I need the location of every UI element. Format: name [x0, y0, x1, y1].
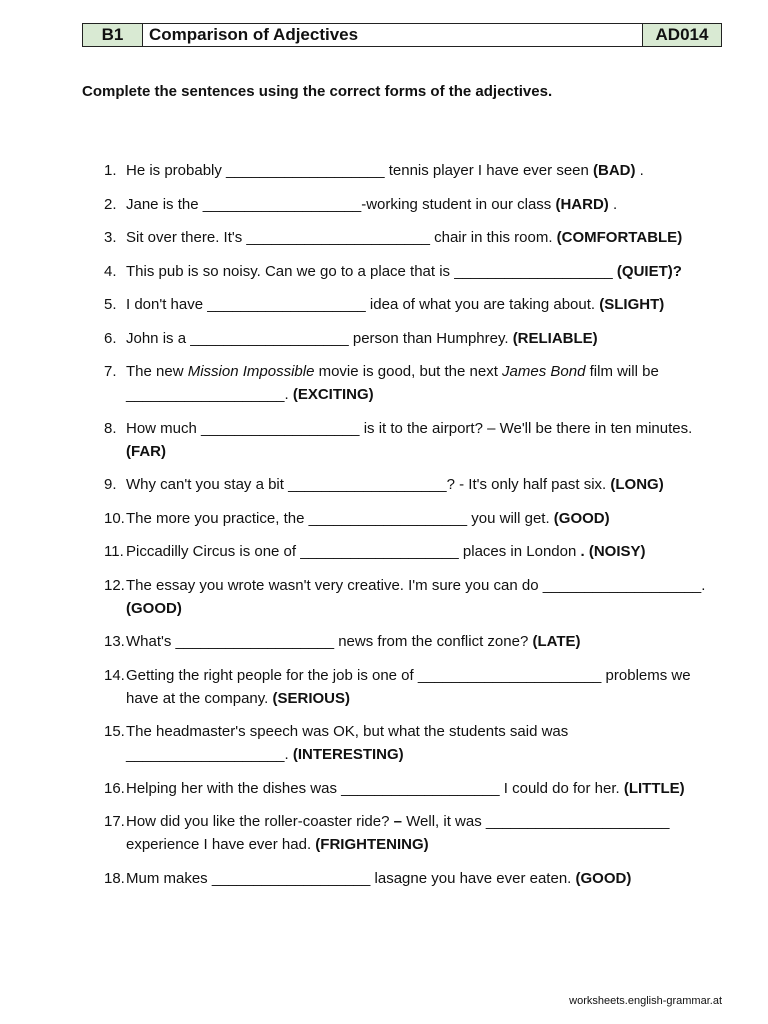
adjective-hint: (INTERESTING) [292, 746, 404, 763]
exercise-number: 16. [104, 779, 125, 797]
exercise-item [82, 664, 712, 710]
sentence-part: Getting the right people for the job is one of ______________________ problems we have at the company. [126, 666, 691, 707]
exercise-number: 14. [104, 666, 125, 684]
sentence-part: Sit over there. It's ______________________ chair in this room. [126, 229, 557, 246]
exercise-list [82, 159, 712, 900]
exercise-sentence [126, 720, 712, 766]
instruction-text: Complete the sentences using the correct forms of the adjectives. [82, 83, 553, 100]
exercise-item [82, 159, 712, 182]
exercise-item [82, 193, 712, 216]
exercise-item [82, 417, 712, 463]
exercise-item [82, 226, 712, 249]
exercise-sentence [126, 159, 712, 182]
exercise-number: 9. [104, 476, 117, 493]
sentence-part: The headmaster's speech was OK, but what the students said was ___________________. [126, 723, 569, 763]
worksheet-title: Comparison of Adjectives [149, 25, 359, 44]
adjective-hint: (FAR) [126, 442, 166, 460]
exercise-item [82, 360, 712, 406]
exercise-number: 7. [104, 363, 117, 380]
exercise-sentence [126, 777, 712, 800]
exercise-sentence [126, 293, 712, 316]
adjective-hint: (BAD) [593, 162, 636, 179]
sentence-part: Well, it was ______________________ experience I have ever had. [126, 813, 670, 853]
adjective-hint: (SLIGHT) [599, 296, 665, 313]
level-badge: B1 [83, 24, 143, 46]
exercise-number: 12. [104, 576, 125, 594]
exercise-item [82, 507, 712, 530]
exercise-number: 11. [104, 543, 124, 560]
sentence-part: . [608, 195, 618, 213]
exercise-sentence [126, 260, 712, 283]
sentence-part: The new [126, 363, 188, 380]
adjective-hint: (GOOD) [553, 509, 610, 527]
exercise-sentence [126, 226, 712, 249]
exercise-number: 4. [104, 262, 117, 280]
exercise-number: 18. [104, 869, 125, 887]
exercise-number: 10. [104, 509, 125, 527]
exercise-sentence [126, 540, 712, 563]
exercise-sentence [126, 630, 712, 653]
sentence-part: The more you practice, the ___________________ you will get. [126, 509, 554, 527]
exercise-number: 17. [104, 813, 125, 830]
sentence-part: How much ___________________ is it to the airport? – We'll be there in ten minutes. [126, 419, 693, 437]
exercise-sentence [126, 473, 712, 496]
exercise-number: 6. [104, 329, 117, 347]
footer-source: worksheets.english-grammar.at [569, 995, 722, 1007]
exercise-item [82, 293, 712, 316]
adjective-hint: – [393, 813, 402, 830]
adjective-hint: (LATE) [532, 633, 581, 650]
exercise-sentence [126, 417, 712, 463]
exercise-item [82, 473, 712, 496]
exercise-sentence [126, 193, 712, 216]
exercise-number: 13. [104, 633, 125, 650]
sentence-part: John is a ___________________ person than Humphrey. [126, 329, 513, 347]
sentence-part: Mission Impossible [187, 363, 315, 380]
exercise-item [82, 574, 712, 620]
exercise-number: 2. [104, 195, 117, 213]
sentence-part: Mum makes ___________________ lasagne you have ever eaten. [126, 869, 576, 887]
sentence-part: Piccadilly Circus is one of ___________________ places in London [126, 543, 581, 560]
exercise-sentence [126, 810, 712, 856]
adjective-hint: (COMFORTABLE) [556, 229, 683, 246]
adjective-hint: (EXCITING) [292, 386, 374, 403]
adjective-hint: (RELIABLE) [512, 329, 598, 347]
exercise-item [82, 260, 712, 283]
exercise-item [82, 327, 712, 350]
sentence-part: What's ___________________ news from the conflict zone? [126, 633, 533, 650]
adjective-hint: . (NOISY) [580, 543, 646, 560]
exercise-item [82, 630, 712, 653]
sentence-part: film will be ___________________. [126, 363, 659, 403]
sentence-part: Helping her with the dishes was ___________________ I could do for her. [126, 779, 624, 797]
sentence-part: I don't have ___________________ idea of what you are taking about. [126, 296, 600, 313]
sentence-part: The essay you wrote wasn't very creative. I'm sure you can do ___________________. [126, 576, 706, 594]
exercise-sentence [126, 507, 712, 530]
adjective-hint: (FRIGHTENING) [315, 836, 429, 853]
exercise-item [82, 810, 712, 856]
sentence-part: James Bond [502, 363, 586, 380]
adjective-hint: (LITTLE) [623, 779, 685, 797]
exercise-sentence [126, 327, 712, 350]
exercise-number: 1. [104, 162, 117, 179]
adjective-hint: (GOOD) [575, 869, 632, 887]
worksheet-code: AD014 [642, 24, 721, 46]
exercise-sentence [126, 867, 712, 890]
sentence-part: movie is good, but the next [314, 363, 503, 380]
exercise-sentence [126, 360, 712, 406]
sentence-part: Jane is the ___________________-working student in our class [126, 195, 556, 213]
exercise-sentence [126, 664, 712, 710]
adjective-hint: (LONG) [610, 476, 664, 493]
adjective-hint: (SERIOUS) [272, 689, 350, 707]
exercise-number: 8. [104, 419, 117, 437]
worksheet-header [82, 23, 722, 47]
sentence-part: This pub is so noisy. Can we go to a place that is ___________________ [126, 262, 617, 280]
sentence-part: Why can't you stay a bit ___________________? - It's only half past six. [126, 476, 611, 493]
exercise-sentence [126, 574, 712, 620]
exercise-item [82, 867, 712, 890]
exercise-number: 3. [104, 229, 117, 246]
exercise-item [82, 720, 712, 766]
adjective-hint: (QUIET)? [616, 262, 682, 280]
sentence-part: How did you like the roller-coaster ride? [126, 813, 394, 830]
adjective-hint: (HARD) [555, 195, 609, 213]
sentence-part: . [635, 162, 644, 179]
adjective-hint: (GOOD) [126, 599, 182, 617]
exercise-number: 5. [104, 296, 117, 313]
exercise-number: 15. [104, 723, 125, 740]
sentence-part: He is probably ___________________ tennis player I have ever seen [126, 162, 594, 179]
exercise-item [82, 540, 712, 563]
exercise-item [82, 777, 712, 800]
